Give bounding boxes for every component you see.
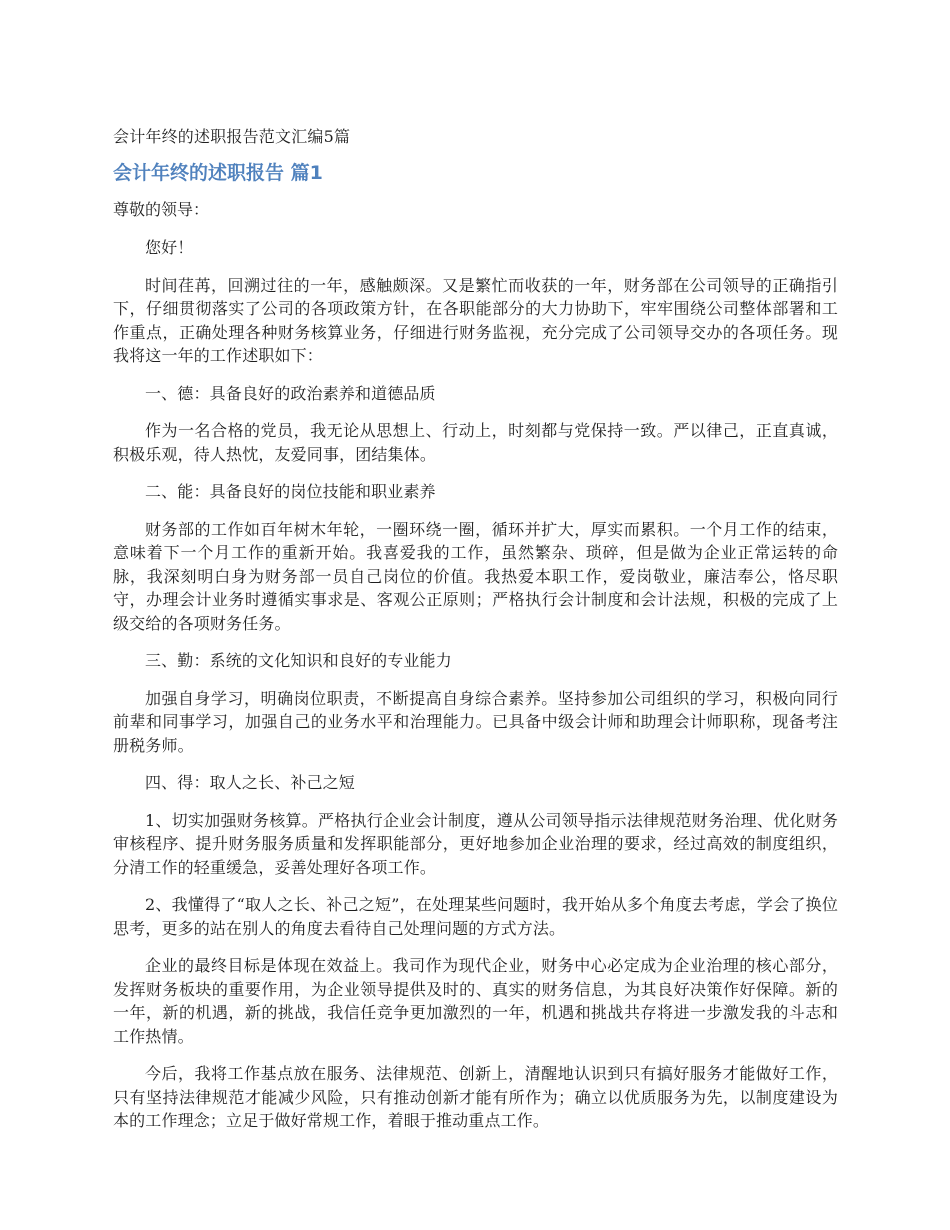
subheading-gains: 四、得：取人之长、补己之短 (145, 773, 355, 792)
greeting-paragraph: 您好！ (145, 238, 194, 257)
subheading-ability: 二、能：具备良好的岗位技能和职业素养 (145, 482, 436, 501)
gains-item-2: 2、我懂得了“取人之长、补己之短”，在处理某些问题时，我开始从多个角度去考虑，学会了换位思考，更多的站在别人的角度去看待自己处理问题的方式方法。 (113, 895, 838, 938)
ability-paragraph: 财务部的工作如百年树木年轮，一圈环绕一圈，循环并扩大，厚实而累积。一个月工作的结束，意味着下一个月工作的重新开始。我喜爱我的工作，虽然繁杂、琐碎，但是做为企业正常运转的命脉，我深刻明白身为财务部一员自己岗位的价值。我热爱本职工作，爱岗敬业，廉洁奉公，恪尽职守，办理会计业务时遵循实事求是、客观公正原则；严格执行会计制度和会计法规，积极的完成了上级交给的各项财务任务。 (113, 519, 838, 633)
section-heading: 会计年终的述职报告 篇1 (113, 162, 323, 184)
goals-paragraph: 企业的最终目标是体现在效益上。我司作为现代企业，财务中心必定成为企业治理的核心部分，发挥财务板块的重要作用，为企业领导提供及时的、真实的财务信息，为其良好决策作好保障。新的一年，新的机遇，新的挑战，我信任竞争更加激烈的一年，机遇和挑战共存将进一步激发我的斗志和工作热情。 (113, 956, 838, 1046)
subheading-virtue: 一、德：具备良好的政治素养和道德品质 (145, 383, 436, 403)
gains-item-1: 1、切实加强财务核算。严格执行企业会计制度，遵从公司领导指示法律规范财务治理、优化财务审核程序、提升财务服务质量和发挥职能部分，更好地参加企业治理的要求，经过高效的制度组织，分清工作的轻重缓急，妥善处理好各项工作。 (113, 810, 838, 877)
virtue-paragraph: 作为一名合格的党员，我无论从思想上、行动上，时刻都与党保持一致。严以律己，正直真诚，积极乐观，待人热忱，友爱同事，团结集体。 (113, 421, 838, 464)
future-paragraph: 今后，我将工作基点放在服务、法律规范、创新上，清醒地认识到只有搞好服务才能做好工作，只有坚持法律规范才能减少风险，只有推动创新才能有所作为；确立以优质服务为先，以制度建设为本的工作理念；立足于做好常规工作，着眼于推动重点工作。 (113, 1064, 838, 1130)
intro-paragraph: 时间荏苒，回溯过往的一年，感触颇深。又是繁忙而收获的一年，财务部在公司领导的正确指引下，仔细贯彻落实了公司的各项政策方针，在各职能部分的大力协助下，牢牢围绕公司整体部署和工作重点，正确处理各种财务核算业务，仔细进行财务监视，充分完成了公司领导交办的各项任务。现我将这一年的工作述职如下： (113, 275, 838, 365)
document-title: 会计年终的述职报告范文汇编5篇 (113, 127, 351, 146)
salutation: 尊敬的领导： (113, 200, 210, 219)
document-body (113, 124, 838, 1147)
subheading-diligence: 三、勤：系统的文化知识和良好的专业能力 (145, 651, 452, 670)
diligence-paragraph: 加强自身学习，明确岗位职责，不断提高自身综合素养。坚持参加公司组织的学习，积极向同行前辈和同事学习，加强自己的业务水平和治理能力。已具备中级会计师和助理会计师职称，现备考注册税务师。 (113, 688, 838, 755)
